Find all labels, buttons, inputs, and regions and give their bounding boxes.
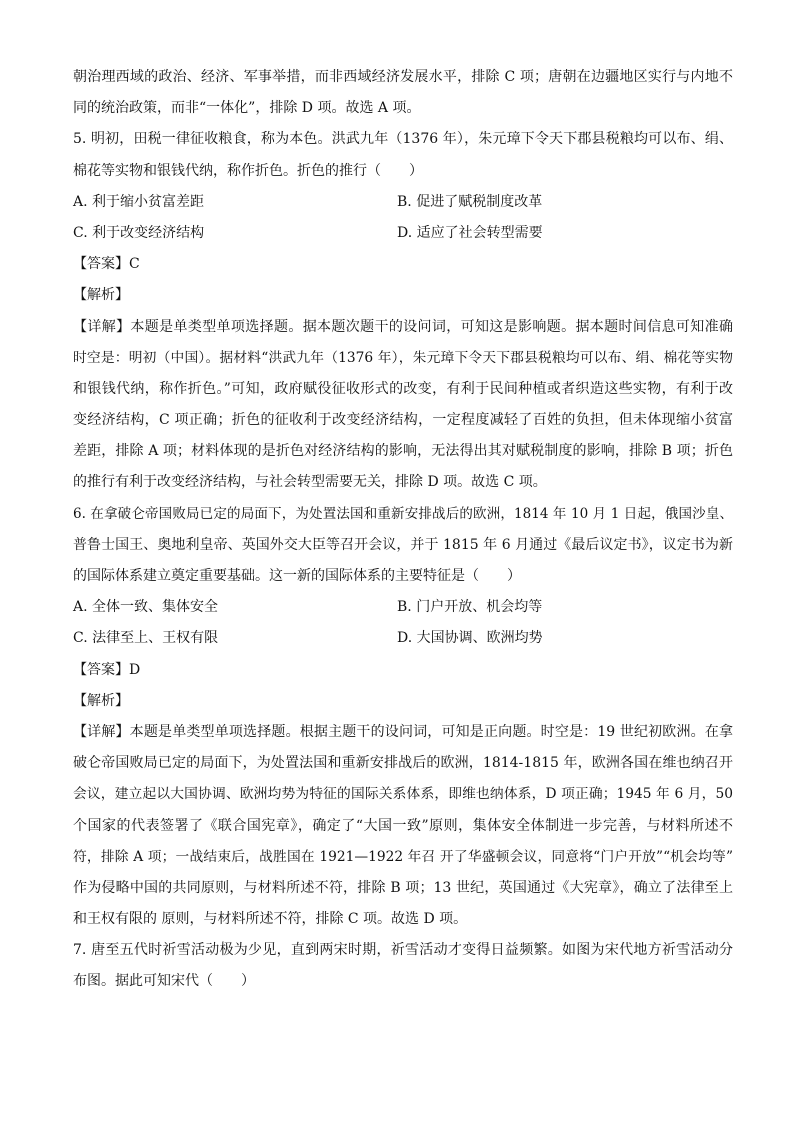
answer-label: 【答案】C [73,256,140,273]
question-stem-line: 普鲁士国王、奥地利皇帝、英国外交大臣等召开会议，并于 1815 年 6 月通过《最后议定书》，议定书为新 [73,536,733,553]
option-d: D. 大国协调、欧洲均势 [397,630,543,647]
option-d: D. 适应了社会转型需要 [397,224,543,241]
detail-line: 时空是：明初（中国）。据材料“洪武九年（1376 年），朱元璋下令天下郡县税粮均可以布、绢、棉花等实物 [73,349,733,366]
paragraph-line: 同的统治政策，而非“一体化”，排除 D 项。故选 A 项。 [73,100,421,117]
option-b: B. 促进了赋税制度改革 [397,193,543,210]
detail-line: 破仑帝国败局已定的局面下，为处置法国和重新安排战后的欧洲，1814-1815 年，欧洲各国在维也纳召开 [73,755,733,772]
option-row [73,592,733,623]
question-stem-line: 的国际体系建立奠定重要基础。这一新的国际体系的主要特征是（ ） [73,568,521,584]
question-stem-line: 5. 明初，田税一律征收粮食，称为本色。洪武九年（1376 年），朱元璋下令天下郡县税粮均可以布、绢、 [73,131,733,148]
question-stem-line: 7. 唐至五代时祈雪活动极为少见，直到两宋时期，祈雪活动才变得日益频繁。如图为宋代地方祈雪活动分 [73,942,733,959]
detail-line: 会议，建立起以大国协调、欧洲均势为特征的国际关系体系，即维也纳体系，D 项正确；1945 年 6 月，50 [73,786,733,803]
detail-line: 和王权有限的 原则，与材料所述不符，排除 C 项。故选 D 项。 [73,911,468,928]
option-a: A. 利于缩小贫富差距 [73,193,205,210]
analysis-label: 【解析】 [73,287,129,304]
option-c: C. 利于改变经济结构 [73,224,205,241]
answer-label: 【答案】D [73,661,141,678]
detail-line: 变经济结构，C 项正确；折色的征收利于改变经济结构，一定程度减轻了百姓的负担，但未体现缩小贫富 [73,412,733,429]
option-c: C. 法律至上、王权有限 [73,630,219,647]
option-b: B. 门户开放、机会均等 [397,599,543,616]
option-row [73,218,733,249]
detail-line: 【详解】本题是单类型单项选择题。根据主题干的设问词，可知是正向题。时空是：19 世纪初欧洲。在拿 [73,723,733,740]
detail-line: 个国家的代表签署了《联合国宪章》，确定了“大国一致”原则，集体安全体制进一步完善，与材料所述不 [73,817,733,834]
option-row [73,187,733,218]
paragraph-line: 朝治理西域的政治、经济、军事举措，而非西域经济发展水平，排除 C 项；唐朝在边疆地区实行与内地不 [73,69,733,85]
detail-line: 差距，排除 A 项；材料体现的是折色对经济结构的影响，无法得出其对赋税制度的影响，排除 B 项；折色 [73,443,733,460]
question-stem-line: 布图。据此可知宋代（ ） [73,973,255,990]
option-a: A. 全体一致、集体安全 [73,599,219,616]
detail-line: 和银钱代纳，称作折色。”可知，政府赋役征收形式的改变，有利于民间种植或者织造这些实物，有利于改 [73,380,733,397]
document-body [73,62,733,998]
option-row [73,623,733,654]
question-stem-line: 6. 在拿破仑帝国败局已定的局面下，为处置法国和重新安排战后的欧洲，1814 年 10 月 1 日起，俄国沙皇、 [73,505,733,522]
question-stem-line: 棉花等实物和银钱代纳，称作折色。折色的推行（ ） [73,162,423,179]
detail-line: 【详解】本题是单类型单项选择题。据本题次题干的设问词，可知这是影响题。据本题时间信息可知准确 [73,318,733,335]
detail-line: 的推行有利于改变经济结构，与社会转型需要无关，排除 D 项。故选 C 项。 [73,474,547,491]
detail-line: 作为侵略中国的共同原则，与材料所述不符，排除 B 项；13 世纪，英国通过《大宪章》，确立了法律至上 [73,879,733,896]
analysis-label: 【解析】 [73,692,129,709]
detail-line: 符，排除 A 项；一战结束后，战胜国在 1921—1922 年召 开了华盛顿会议，同意将“门户开放”“机会均等” [73,848,733,865]
